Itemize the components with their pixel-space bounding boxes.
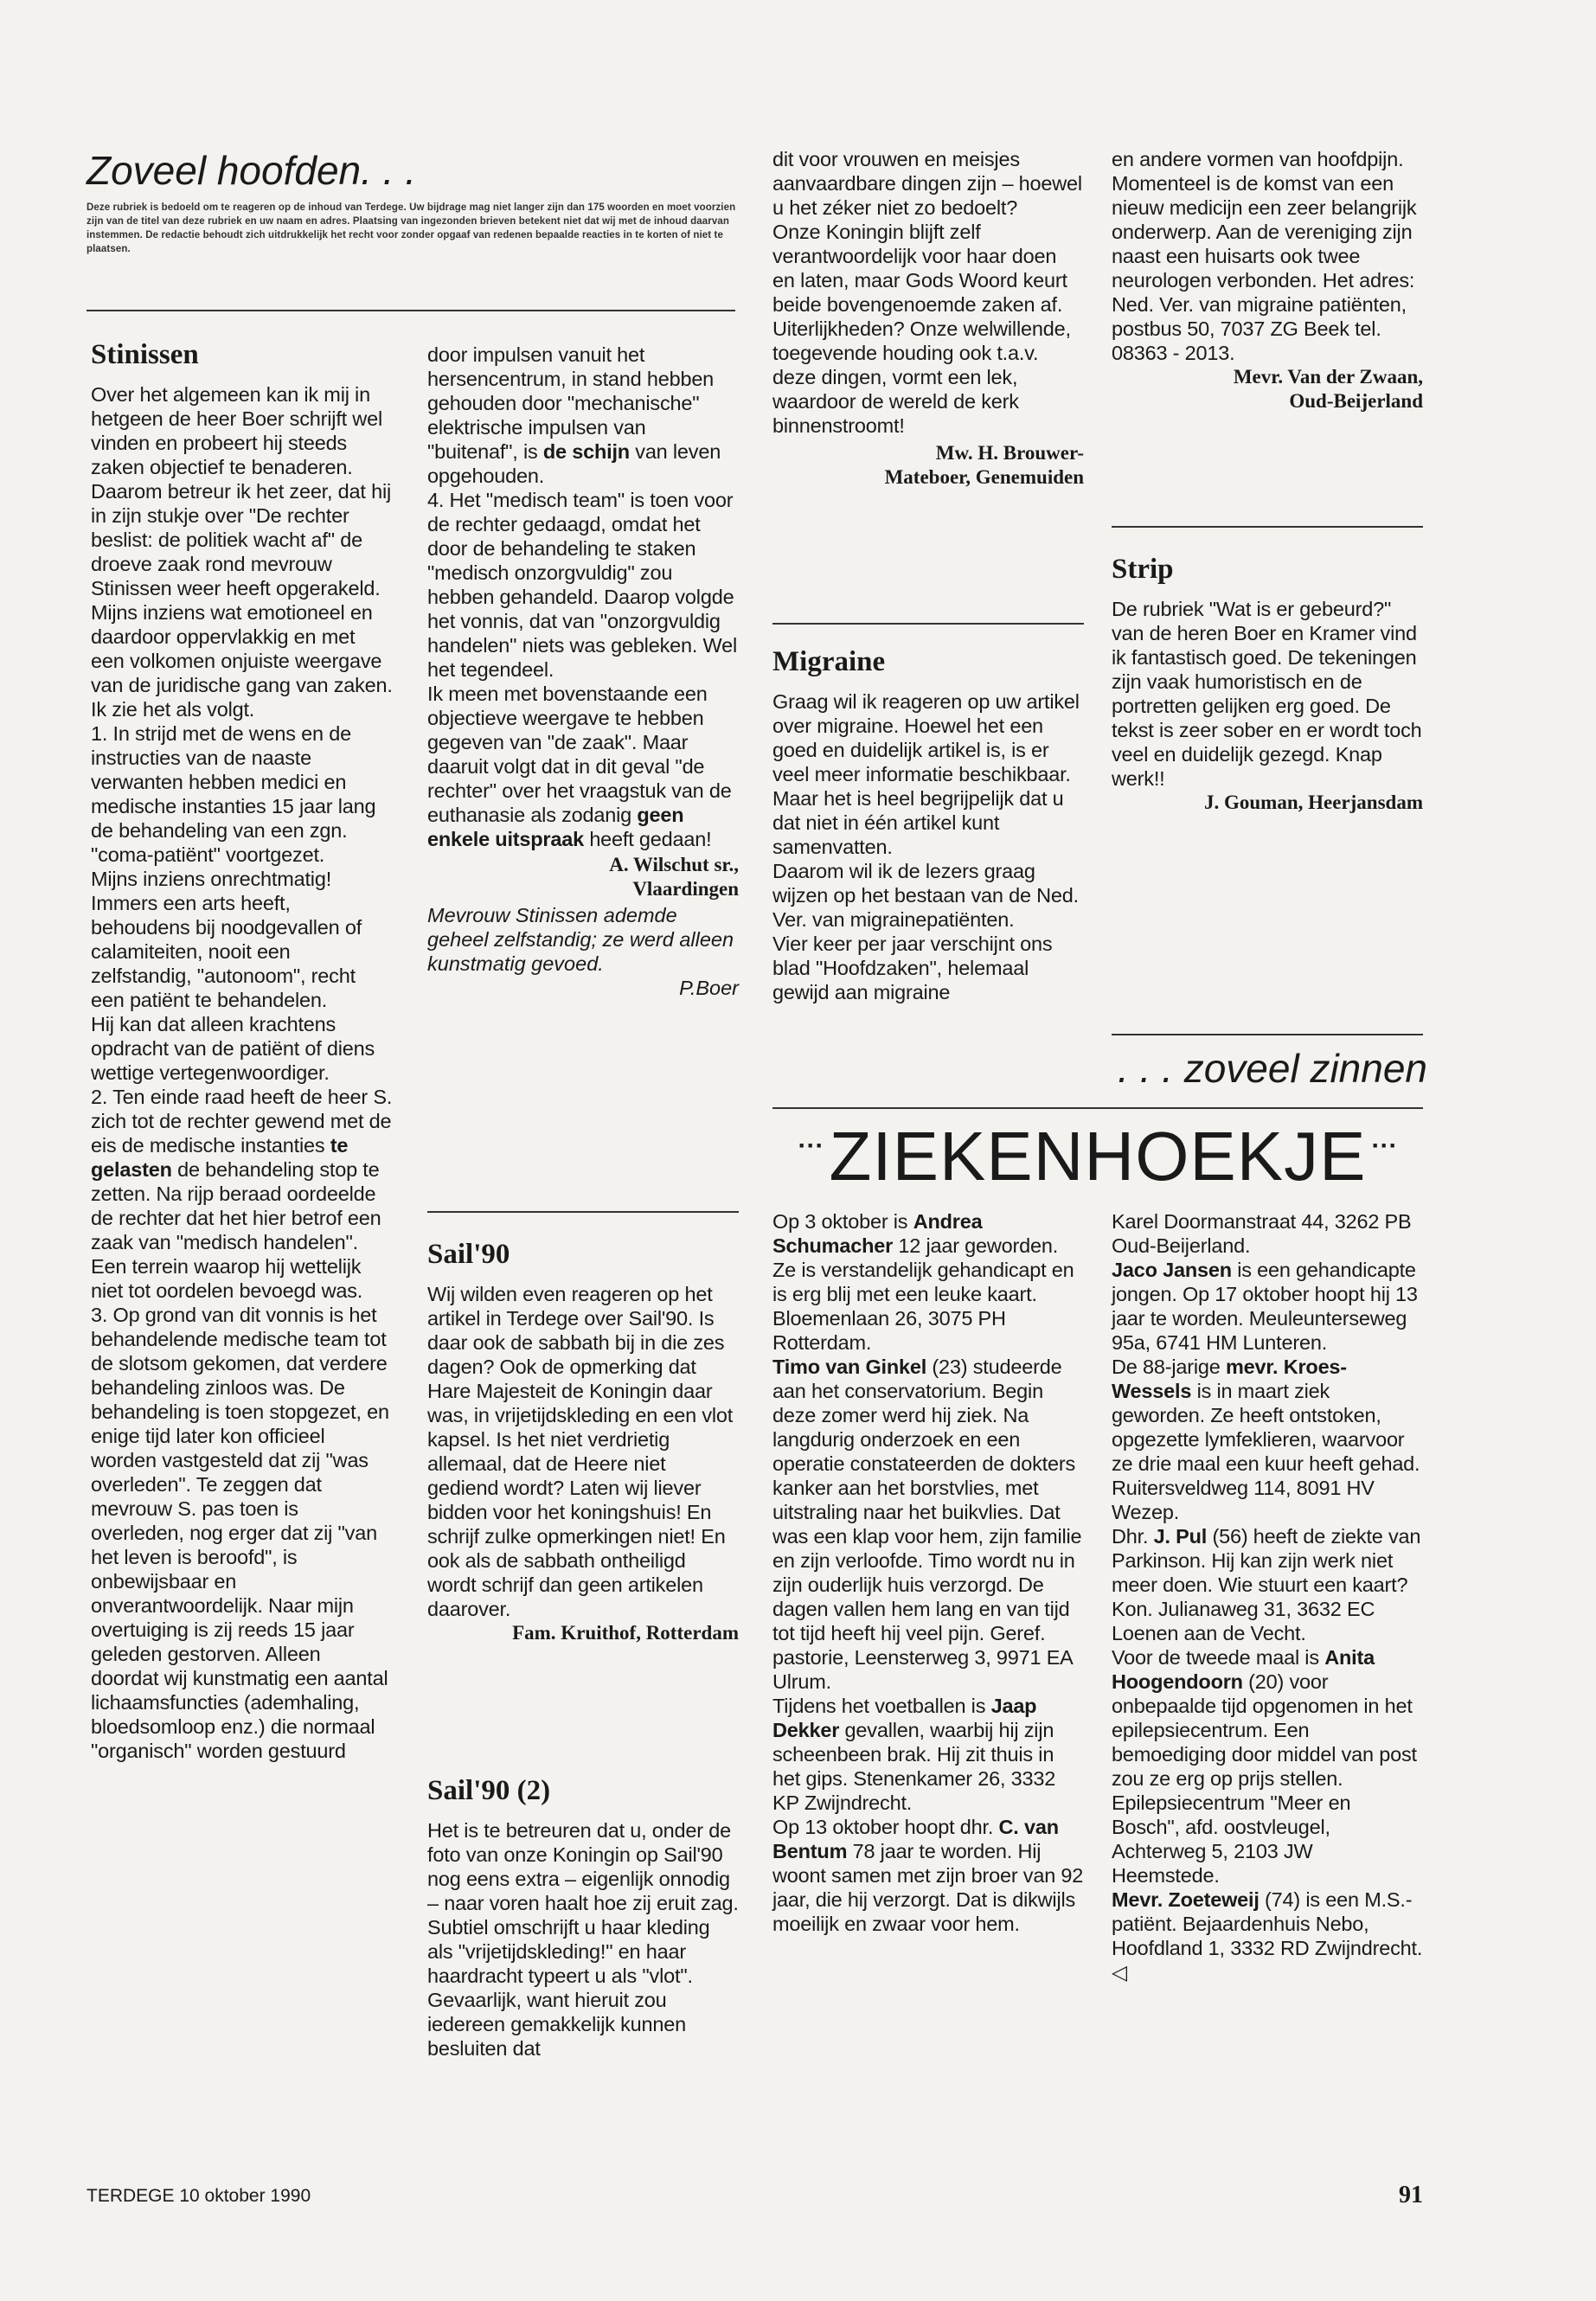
signature-gouman: J. Gouman, Heerjansdam bbox=[1204, 792, 1423, 813]
paragraph bbox=[1112, 1645, 1423, 1888]
rule-zinnen bbox=[1112, 1034, 1423, 1035]
footer-page-number: 91 bbox=[1399, 2182, 1423, 2208]
bold-text: Anita Hoogendoorn bbox=[1112, 1646, 1375, 1693]
text-run: 3. Op grond van dit vonnis is het behandelende medische team tot de slotsom gekomen, dat verdere behandeling zinloos was. De behandeling is toen stopgezet, en enige tijd later kon officieel worden vastgesteld dat zij "was overleden". Te zeggen dat mevrouw S. pas toen is overleden, nog erger dat zij "van het leven is beroofd", is onbewijsbaar en onverantwoordelijk. Naar mijn overtuiging is zij reeds 15 jaar geleden gestorven. Alleen doordat wij kunstmatig een aantal lichaamsfuncties (ademhaling, bloedsomloop enz.) die normaal "organisch" worden gestuurd bbox=[91, 1304, 389, 1762]
ziekenhoekje-col2 bbox=[1112, 1209, 1423, 1984]
col3-para-1: dit voor vrouwen en meisjes aanvaardbare dingen zijn – hoewel u het zéker niet zo bedoelt? bbox=[772, 148, 1082, 219]
text-run: is in maart ziek geworden. Ze heeft ontstoken, opgezette lymfeklieren, waarvoor ze drie maal een kuur heeft gehad. Ruitersveldweg 114, 8091 HV Wezep. bbox=[1112, 1380, 1420, 1523]
text-run: van leven opgehouden. bbox=[427, 440, 721, 487]
dots-right: ··· bbox=[1371, 1131, 1398, 1160]
stinissen-col2 bbox=[427, 343, 739, 851]
footer-magazine: TERDEGE 10 oktober 1990 bbox=[87, 2186, 311, 2206]
text-run: Karel Doormanstraat 44, 3262 PB Oud-Beijerland. bbox=[1112, 1210, 1412, 1257]
text-run: 2. Ten einde raad heeft de heer S. zich tot de rechter gewend met de eis de medische instanties bbox=[91, 1086, 393, 1157]
paragraph bbox=[91, 600, 394, 721]
migraine-para-2: Maar het is heel begrijpelijk dat u dat niet in één artikel kunt samenvatten. bbox=[772, 787, 1064, 858]
migraine-cont: en andere vormen van hoofdpijn. Momenteel is de komst van een nieuw medicijn een zeer belangrijk onderwerp. Aan de vereniging zijn naast een huisarts ook twee neurologen verbonden. Het adres: Ned. Ver. van migraine patiënten, postbus 50, 7037 ZG Beek tel. 08363 - 2013. bbox=[1112, 148, 1417, 364]
text-run: Daarom betreur ik het zeer, dat hij in zijn stukje over "De rechter beslist: de politiek wacht af" de droeve zaak rond mevrouw Stinissen weer heeft opgerakeld. bbox=[91, 480, 391, 599]
paragraph bbox=[427, 682, 739, 851]
signature-brouwer-1: Mw. H. Brouwer- bbox=[935, 442, 1084, 464]
heading-sail90: Sail'90 bbox=[427, 1239, 510, 1270]
section-sail90-2 bbox=[427, 1773, 739, 2061]
zoveel-zinnen-title: . . . zoveel zinnen bbox=[1118, 1046, 1427, 1091]
bold-text: C. van Bentum bbox=[772, 1816, 1059, 1862]
paragraph bbox=[1112, 1209, 1423, 1258]
col3-para-2: Onze Koningin blijft zelf verantwoordelijk voor haar doen en laten, maar Gods Woord keurt beide bovengenoemde zaken af. Uiterlijkheden? Onze welwillende, toegevende houding ook t.a.v. deze dingen, vormt een lek, waardoor de wereld de kerk binnenstroomt! bbox=[772, 221, 1071, 437]
text-run: door impulsen vanuit het hersencentrum, in stand hebben gehouden door "mechanische" elektrische impulsen van "buitenaf", is bbox=[427, 343, 715, 463]
text-run: Ik meen met bovenstaande een objectieve weergave te hebben gegeven van "de zaak". Maar daaruit volgt dat in dit geval "de rechter" over het vraagstuk van de euthanasie als zodanig bbox=[427, 683, 732, 826]
heading-stinissen: Stinissen bbox=[91, 339, 199, 370]
sail90-body: Wij wilden even reageren op het artikel in Terdege over Sail'90. Is daar ook de sabbath bij in die zes dagen? Ook de opmerking dat Hare Majesteit de Koningin daar was, in vrijetijdskleding en een vlot kapsel. Is het niet verdrietig allemaal, dat de Heere niet gediend wordt? Laten wij liever bidden voor het koningshuis! En schrijf zulke opmerkingen niet! En ook als de sabbath ontheiligd wordt schrijf dan geen artikelen daarover. bbox=[427, 1283, 734, 1620]
text-run: Op 3 oktober is bbox=[772, 1210, 913, 1233]
sail90-2-para-2: Subtiel omschrijft u haar kleding als "vrijetijdskleding!" en haar haardracht typeert u als "vlot". Gevaarlijk, want hieruit zou iedereen gemakkelijk kunnen besluiten dat bbox=[427, 1916, 710, 2060]
bold-text: geen enkele uitspraak bbox=[427, 804, 684, 850]
section-sail90 bbox=[427, 1237, 739, 1645]
ziekenhoekje-banner bbox=[772, 1118, 1423, 1195]
text-run: Over het algemeen kan ik mij in hetgeen de heer Boer schrijft wel vinden en probeert hij steeds zaken objectief te benaderen. bbox=[91, 383, 382, 478]
paragraph bbox=[91, 1303, 394, 1763]
ziekenhoekje-col1 bbox=[772, 1209, 1084, 1936]
signature-brouwer-2: Mateboer, Genemuiden bbox=[884, 466, 1084, 488]
signature-kruithof: Fam. Kruithof, Rotterdam bbox=[512, 1622, 739, 1644]
text-run: (20) voor onbepaalde tijd opgenomen in het epilepsiecentrum. Een bemoediging door middel van post zou ze erg op prijs stellen. Epilepsiecentrum "Meer en Bosch", afd. oostvleugel, Achterweg 5, 2103 JW Heemstede. bbox=[1112, 1670, 1417, 1887]
bold-text: Jaap Dekker bbox=[772, 1695, 1037, 1741]
text-run: heeft gedaan! bbox=[583, 828, 712, 850]
text-run: Dhr. bbox=[1112, 1525, 1154, 1548]
page-title: Zoveel hoofden. . . bbox=[87, 148, 417, 193]
bold-text: Mevr. Zoeteweij bbox=[1112, 1888, 1259, 1911]
text-run: (74) is een M.S.-patiënt. Bejaardenhuis Nebo, Hoofdland 1, 3332 RD Zwijndrecht. ◁ bbox=[1112, 1888, 1423, 1984]
signature-zwaan-2: Oud-Beijerland bbox=[1289, 390, 1423, 412]
text-run: Op 13 oktober hoopt dhr. bbox=[772, 1816, 999, 1838]
paragraph bbox=[91, 1012, 394, 1085]
text-run: (56) heeft de ziekte van Parkinson. Hij kan zijn werk niet meer doen. Wie stuurt een kaart? Kon. Julianaweg 31, 3632 EC Loenen aan de Vecht. bbox=[1112, 1525, 1421, 1644]
text-run: is een gehandicapte jongen. Op 17 oktober hoopt hij 13 jaar te worden. Meuleunterseweg 95a, 6741 HM Lunteren. bbox=[1112, 1259, 1418, 1354]
rule-strip bbox=[1112, 526, 1423, 528]
signature-zwaan-1: Mevr. Van der Zwaan, bbox=[1233, 366, 1423, 388]
signature-wilschut-2: Vlaardingen bbox=[632, 878, 739, 900]
text-run: 78 jaar te worden. Hij woont samen met zijn broer van 92 jaar, die hij verzorgt. Dat is dikwijls moeilijk en zwaar voor hem. bbox=[772, 1840, 1084, 1935]
stinissen-col1 bbox=[91, 382, 394, 1763]
text-run: Hij kan dat alleen krachtens opdracht van de patiënt of diens wettige vertegenwoordiger. bbox=[91, 1013, 375, 1084]
header-rule bbox=[87, 310, 735, 311]
column-4 bbox=[1112, 147, 1423, 413]
bold-text: Jaco Jansen bbox=[1112, 1259, 1232, 1281]
paragraph bbox=[772, 1694, 1084, 1815]
paragraph bbox=[91, 1085, 394, 1303]
column-2 bbox=[427, 343, 739, 1000]
rule-migraine bbox=[772, 623, 1084, 625]
paragraph bbox=[427, 488, 739, 682]
text-run: 12 jaar geworden. Ze is verstandelijk gehandicapt en is erg blij met een leuke kaart. Bloemenlaan 26, 3075 PH Rotterdam. bbox=[772, 1234, 1074, 1354]
bold-text: Timo van Ginkel bbox=[772, 1356, 927, 1378]
bold-text: te gelasten bbox=[91, 1134, 349, 1181]
migraine-para-4: Vier keer per jaar verschijnt ons blad "Hoofdzaken", helemaal gewijd aan migraine bbox=[772, 933, 1053, 1003]
text-run: 4. Het "medisch team" is toen voor de rechter gedaagd, omdat het door de behandeling te staken "medisch onzorgvuldig" zou hebben gehandeld. Daarop volgde het vonnis, dat van "onzorgvuldig handelen" niets was gebleken. Wel het tegendeel. bbox=[427, 489, 737, 681]
text-run: gevallen, waarbij hij zijn scheenbeen brak. Hij zit thuis in het gips. Stenenkamer 26, 3332 KP Zwijndrecht. bbox=[772, 1719, 1056, 1814]
text-run: De 88-jarige bbox=[1112, 1356, 1226, 1378]
ziekenhoekje-title: ZIEKENHOEKJE bbox=[829, 1118, 1367, 1195]
text-run: Tijdens het voetballen is bbox=[772, 1695, 991, 1717]
migraine-para-1: Graag wil ik reageren op uw artikel over migraine. Hoewel het een goed en duidelijk artikel is, is er veel meer informatie beschikbaar. bbox=[772, 690, 1080, 785]
heading-migraine: Migraine bbox=[772, 646, 886, 677]
migraine-para-3: Daarom wil ik de lezers graag wijzen op het bestaan van de Ned. Ver. van migrainepatiënten. bbox=[772, 860, 1079, 931]
paragraph bbox=[1112, 1355, 1423, 1524]
text-run: de behandeling stop te zetten. Na rijp beraad oordeelde de rechter dat het hier betrof een zaak van "medisch handelen". Een terrein waarop hij wettelijk niet tot oordelen bevoegd was. bbox=[91, 1158, 381, 1302]
column-1 bbox=[91, 337, 394, 1763]
rule-ziekenhoekje bbox=[772, 1107, 1423, 1109]
paragraph bbox=[91, 721, 394, 867]
paragraph bbox=[772, 1815, 1084, 1936]
paragraph bbox=[91, 479, 394, 600]
heading-strip: Strip bbox=[1112, 554, 1174, 585]
sail90-2-para-1: Het is te betreuren dat u, onder de foto van onze Koningin op Sail'90 nog eens extra – eigenlijk onnodig – naar voren haalt hoe zij eruit zag. bbox=[427, 1819, 739, 1914]
bold-text: Andrea Schumacher bbox=[772, 1210, 983, 1257]
paragraph bbox=[1112, 1888, 1423, 1984]
paragraph bbox=[427, 343, 739, 488]
text-run: Voor de tweede maal is bbox=[1112, 1646, 1325, 1669]
paragraph bbox=[772, 1209, 1084, 1355]
text-run: Mijns inziens wat emotioneel en daardoor oppervlakkig en met een volkomen onjuiste weergave van de juridische gang van zaken. Ik zie het als volgt. bbox=[91, 601, 393, 721]
section-header bbox=[87, 147, 744, 256]
paragraph bbox=[1112, 1524, 1423, 1645]
paragraph bbox=[91, 382, 394, 479]
bold-text: mevr. Kroes-Wessels bbox=[1112, 1356, 1347, 1402]
intro-text: Deze rubriek is bedoeld om te reageren op de inhoud van Terdege. Uw bijdrage mag niet langer zijn dan 175 woorden en moet voorzien zijn van de titel van deze rubriek en uw naam en adres. Plaatsing van ingezonden brieven betekent niet dat wij met de inhoud daarvan instemmen. De redactie behoudt zich uitdrukkelijk het recht voor zonder opgaaf van redenen bepaalde reacties in te korten of niet te plaatsen. bbox=[87, 202, 736, 254]
signature-wilschut-1: A. Wilschut sr., bbox=[609, 854, 739, 875]
dots-left: ··· bbox=[798, 1131, 824, 1160]
paragraph bbox=[1112, 1258, 1423, 1355]
section-strip bbox=[1112, 552, 1423, 815]
editor-note: Mevrouw Stinissen ademde geheel zelfstandig; ze werd alleen kunstmatig gevoed. bbox=[427, 904, 734, 975]
section-migraine bbox=[772, 644, 1084, 1004]
text-run: (23) studeerde aan het conservatorium. Begin deze zomer werd hij ziek. Na langdurig onderzoek en een operatie constateerden de dokters kanker aan het borstvlies, met uitstraling naar het buikvlies. Dat was een klap voor hem, zijn familie en zijn verloofde. Timo wordt nu in zijn ouderlijk huis verzorgd. De dagen vallen hem lang en van tijd tot tijd heeft hij veel pijn. Geref. pastorie, Leensterweg 3, 9971 EA Ulrum. bbox=[772, 1356, 1082, 1693]
paragraph bbox=[772, 1355, 1084, 1694]
text-run: 1. In strijd met de wens en de instructies van de naaste verwanten hebben medici en medische instanties 15 jaar lang de behandeling van een zgn. "coma-patiënt" voortgezet. bbox=[91, 722, 376, 866]
bold-text: de schijn bbox=[542, 440, 630, 463]
bold-text: J. Pul bbox=[1153, 1525, 1208, 1548]
heading-sail90-2: Sail'90 (2) bbox=[427, 1775, 551, 1806]
column-3 bbox=[772, 147, 1084, 490]
paragraph bbox=[91, 867, 394, 1012]
editor-signature: P.Boer bbox=[679, 977, 739, 999]
text-run: Mijns inziens onrechtmatig! Immers een arts heeft, behoudens bij noodgevallen of calamiteiten, nooit een zelfstandig, "autonoom", recht een patiënt te behandelen. bbox=[91, 868, 362, 1011]
strip-body: De rubriek "Wat is er gebeurd?" van de heren Boer en Kramer vind ik fantastisch goed. De tekeningen zijn vaak humoristisch en de portretten gelijken erg goed. De tekst is zeer sober en er wordt toch veel en duidelijk gezegd. Knap werk!! bbox=[1112, 598, 1422, 790]
rule-sail bbox=[427, 1211, 739, 1213]
